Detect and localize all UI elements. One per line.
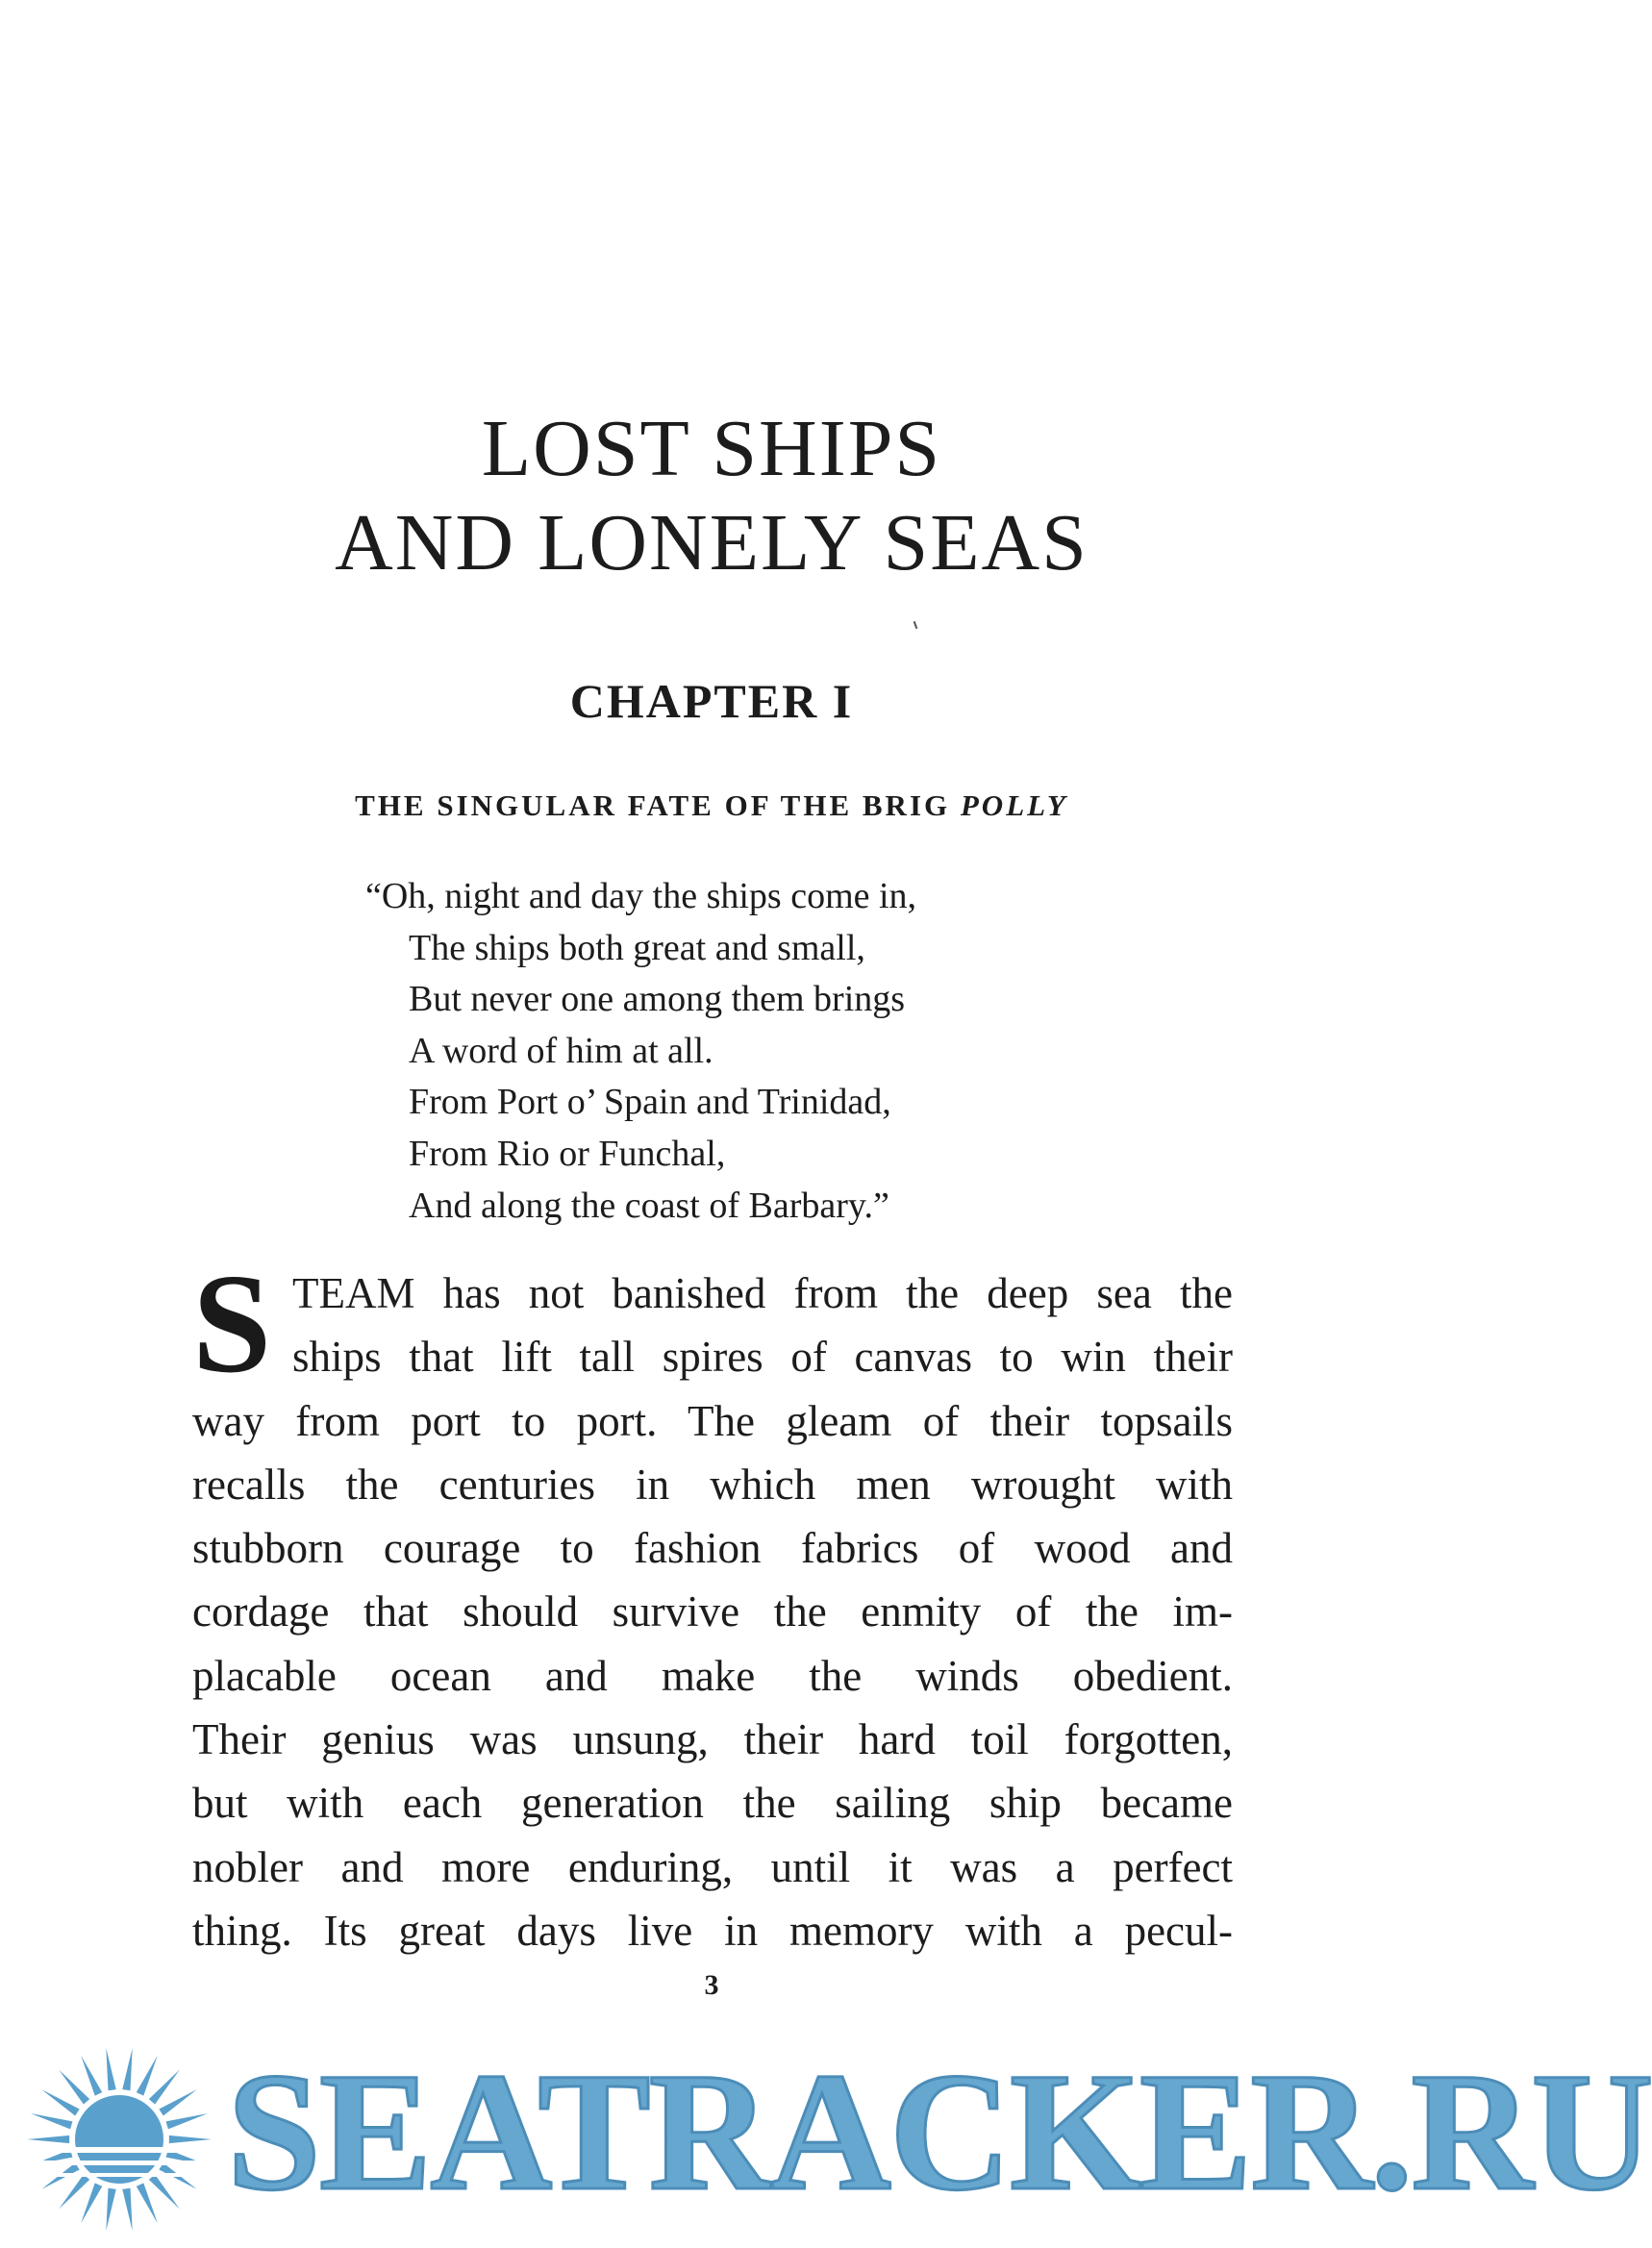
- sun-ray: [81, 2183, 102, 2223]
- sun-ray: [81, 2056, 102, 2096]
- sun-ray: [27, 2136, 69, 2143]
- text-line: stubborn courage to fashion fabrics of wood and: [192, 1524, 1233, 1573]
- text-line: cordage that should survive the enmity of the im-: [192, 1587, 1233, 1636]
- text-line: nobler and more enduring, until it was a perfect: [192, 1842, 1233, 1891]
- sun-ray: [59, 2174, 89, 2209]
- watermark: [0, 2019, 1652, 2248]
- book-title-line-1: LOST SHIPS: [481, 404, 942, 493]
- chapter-subtitle-text: THE SINGULAR FATE OF THE BRIG: [355, 788, 951, 822]
- sun-ray: [169, 2136, 212, 2143]
- text-line: but with each generation the sailing ship became: [192, 1779, 1233, 1828]
- body-paragraph: [192, 1245, 1233, 1962]
- sun-ray: [122, 2048, 132, 2090]
- drop-cap: S: [192, 1245, 272, 1403]
- text-line: placable ocean and make the winds obedient.: [192, 1651, 1233, 1700]
- verse-line: “Oh, night and day the ships come in,: [365, 876, 917, 916]
- page-number: 3: [704, 1969, 719, 2001]
- sun-ray: [31, 2113, 73, 2129]
- sun-ray: [137, 2183, 158, 2223]
- sun-ray: [59, 2069, 89, 2104]
- sun-ray: [166, 2113, 209, 2129]
- verse-line: From Port o’ Spain and Trinidad,: [409, 1082, 891, 1123]
- sun-ray: [159, 2089, 196, 2115]
- book-title-line-2: AND LONELY SEAS: [335, 498, 1089, 587]
- sun-ray: [149, 2069, 180, 2104]
- epigraph-verse: [365, 871, 916, 1232]
- verse-line: The ships both great and small,: [409, 927, 865, 968]
- verse-line: A word of him at all.: [409, 1030, 713, 1071]
- ship-name: POLLY: [960, 788, 1068, 822]
- sun-icon: [23, 2034, 215, 2226]
- verse-line: And along the coast of Barbary.”: [409, 1185, 889, 1226]
- sun-ray: [137, 2056, 158, 2096]
- sun-ray: [106, 2048, 115, 2090]
- verse-line: From Rio or Funchal,: [409, 1133, 726, 1174]
- sun-ray: [106, 2188, 115, 2231]
- text-line: Their genius was unsung, their hard toil forgotten,: [192, 1715, 1233, 1764]
- text-line: TEAM has not banished from the deep sea the: [292, 1269, 1233, 1317]
- stray-ink-mark: [914, 621, 918, 629]
- sun-ray: [41, 2089, 79, 2115]
- book-title: [0, 402, 1423, 590]
- sun-ray: [149, 2174, 180, 2209]
- text-line: way from port to port. The gleam of their topsails: [192, 1396, 1233, 1445]
- chapter-subtitle: [0, 788, 1423, 823]
- watermark-text: SEATRACKER.RU: [227, 2038, 1652, 2226]
- text-line: recalls the centuries in which men wrought with: [192, 1460, 1233, 1509]
- text-line: thing. Its great days live in memory with a pecul-: [192, 1906, 1233, 1955]
- text-line: ships that lift tall spires of canvas to win their: [292, 1333, 1233, 1382]
- chapter-heading: CHAPTER I: [569, 674, 854, 728]
- verse-line: But never one among them brings: [409, 979, 906, 1020]
- sun-ray: [122, 2188, 132, 2231]
